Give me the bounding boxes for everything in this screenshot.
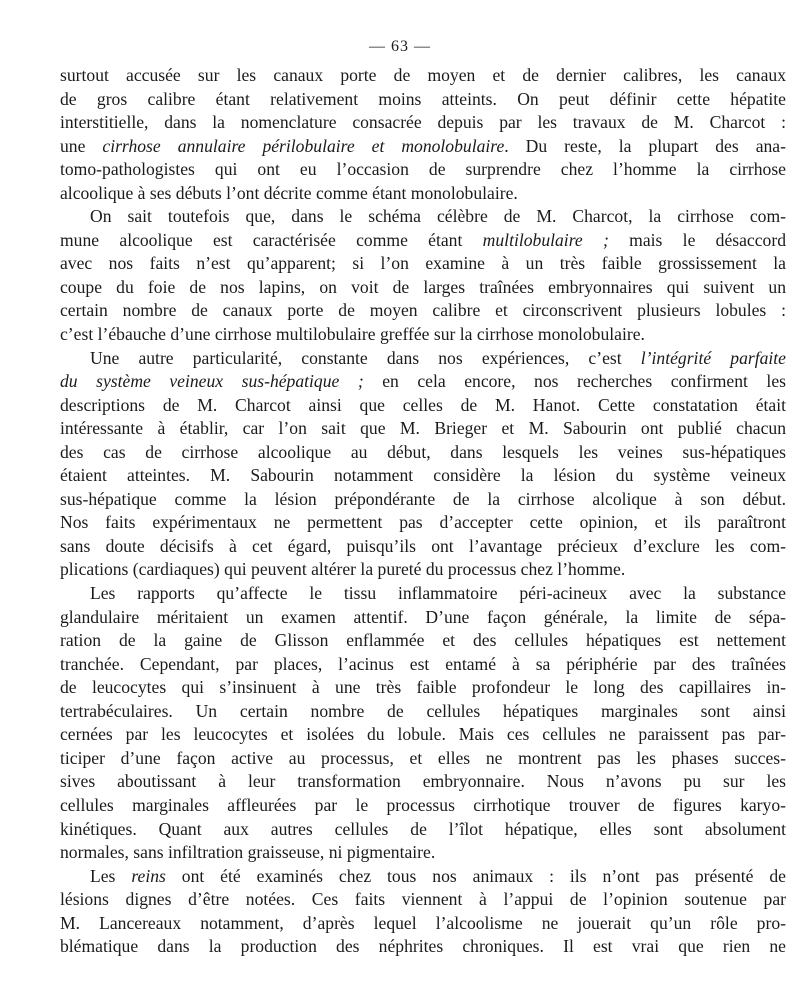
- text-line: des cas de cirrhose alcoolique au début, dans lesquels les veines sus-hépatiques: [60, 441, 786, 462]
- text-line: surtout accusée sur les canaux porte de moyen et de dernier calibres, les canaux: [60, 65, 786, 85]
- text-line: tranchée. Cependant, par places, l’acinus est entamé à sa périphérie par des traînées: [60, 653, 786, 674]
- text-line: intéressante à établir, car l’on sait que M. Brieger et M. Sabourin ont publié chacun: [60, 418, 786, 439]
- text-line: alcoolique à ses débuts l’ont décrite comme étant monolobulaire.: [60, 182, 518, 203]
- text-line: Les rapports qu’affecte le tissu inflammatoire péri-acineux avec la substance: [90, 583, 786, 604]
- text-line: mune alcoolique est caractérisée comme étant multilobulaire ; mais le désaccord: [60, 229, 787, 250]
- page-number: — 63 —: [369, 38, 431, 55]
- text-line: étaient atteintes. M. Sabourin notamment considère la lésion du système veineux: [60, 465, 786, 486]
- italic-term: l’intégrité parfaite: [640, 347, 786, 368]
- text-line: Une autre particularité, constante dans nos expériences, c’est l’intégrité parfaite: [90, 347, 786, 368]
- text-line: lésions dignes d’être notées. Ces faits viennent à l’appui de l’opinion soutenue par: [60, 889, 786, 910]
- text-line: kinétiques. Quant aux autres cellules de l’îlot hépatique, elles sont absolument: [60, 818, 786, 839]
- text-line: certain nombre de canaux porte de moyen calibre et circonscrivent plusieurs lobules :: [60, 300, 786, 321]
- text-line: coupe du foie de nos lapins, on voit de larges traînées embryonnaires qui suivent un: [60, 276, 786, 297]
- text-line: ration de la gaine de Glisson enflammée et des cellules hépatiques est nettement: [60, 630, 786, 651]
- text-line: tomo-pathologistes qui ont eu l’occasion de surprendre chez l’homme la cirrhose: [60, 159, 786, 180]
- text-line: Nos faits expérimentaux ne permettent pas d’accepter cette opinion, et ils paraîtront: [60, 512, 786, 533]
- text-line: de leucocytes qui s’insinuent à une très faible profondeur le long des capillaires in-: [60, 677, 786, 698]
- text-line: avec nos faits n’est qu’apparent; si l’on examine à un très faible grossissement la: [60, 253, 786, 274]
- body-text: [60, 64, 786, 959]
- text-line: de gros calibre étant relativement moins atteints. On peut définir cette hépatite: [60, 88, 786, 109]
- text-line: blématique dans la production des néphrites chroniques. Il est vrai que rien ne: [60, 936, 786, 957]
- text-line: cernées par les leucocytes et isolées du lobule. Mais ces cellules ne paraissent pas par-: [60, 724, 786, 745]
- text-line: On sait toutefois que, dans le schéma célèbre de M. Charcot, la cirrhose com-: [90, 206, 786, 227]
- text-line: c’est l’ébauche d’une cirrhose multilobulaire greffée sur la cirrhose monolobulaire.: [60, 324, 645, 345]
- text-line: ticiper d’une façon active au processus, et elles ne montrent pas les phases succes-: [60, 747, 786, 768]
- text-line: sans doute décisifs à cet égard, puisqu’ils ont l’avantage précieux d’exclure les com-: [60, 535, 786, 556]
- text-line: cellules marginales affleurées par le processus cirrhotique trouver de figures karyo-: [60, 794, 786, 815]
- text-line: du système veineux sus-hépatique ; en cela encore, nos recherches confirment les: [60, 371, 786, 392]
- text-line: plications (cardiaques) qui peuvent altérer la pureté du processus chez l’homme.: [60, 559, 626, 580]
- text-line: glandulaire méritaient un examen attentif. D’une façon générale, la limite de sépa-: [60, 606, 786, 627]
- text-line: Les reins ont été examinés chez tous nos animaux : ils n’ont pas présenté de: [90, 865, 786, 886]
- italic-term: cirrhose annulaire périlobulaire et monolobulaire: [102, 135, 505, 156]
- text-line: interstitielle, dans la nomenclature consacrée depuis par les travaux de M. Charcot :: [60, 112, 786, 133]
- text-line: M. Lancereaux notamment, d’après lequel l’alcoolisme ne jouerait qu’un rôle pro-: [60, 912, 786, 933]
- text-line: tertrabéculaires. Un certain nombre de cellules hépatiques marginales sont ainsi: [60, 700, 786, 721]
- italic-term: multilobulaire ;: [482, 229, 609, 250]
- text-line: normales, sans infiltration graisseuse, ni pigmentaire.: [60, 842, 436, 863]
- italic-term: reins: [131, 865, 166, 886]
- text-line: sives aboutissant à leur transformation embryonnaire. Nous n’avons pu sur les: [60, 771, 786, 792]
- text-line: descriptions de M. Charcot ainsi que celles de M. Hanot. Cette constatation était: [60, 394, 786, 415]
- text-line: une cirrhose annulaire périlobulaire et monolobulaire. Du reste, la plupart des ana-: [60, 135, 786, 156]
- italic-term: du système veineux sus-hépatique ;: [60, 371, 364, 392]
- text-line: sus-hépatique comme la lésion prépondérante de la cirrhose alcolique à son début.: [60, 488, 786, 509]
